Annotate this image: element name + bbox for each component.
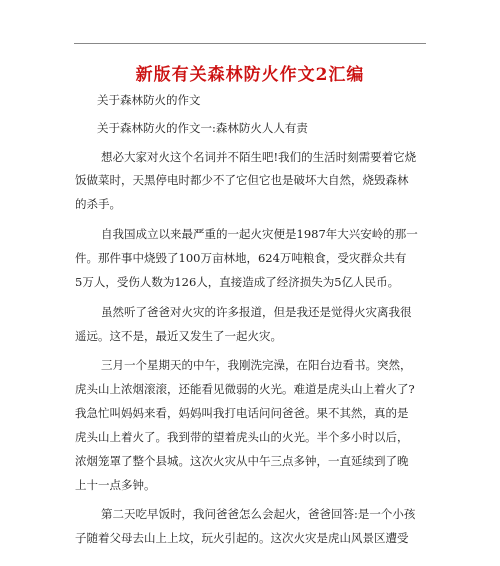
paragraph-line: 的杀手。 [75, 197, 121, 211]
document-title: 新版有关森林防火作文2汇编 [135, 65, 365, 85]
paragraph-line: 自我国成立以来最严重的一起火灾便是1987年大兴安岭的那一 [101, 227, 418, 241]
paragraph-line: 饭做菜时，天黑停电时都少不了它但它也是破坏大自然，烧毁森林 [75, 173, 409, 187]
paragraph-line: 5万人，受伤人数为126人，直接造成了经济损失为5亿人民币。 [75, 275, 400, 289]
header-rule [74, 43, 426, 44]
paragraph-line: 浓烟笼罩了整个县城。这次火灾从中午三点多钟，一直延续到了晚 [75, 454, 409, 468]
document-subtitle: 关于森林防火的作文 [97, 93, 201, 107]
paragraph-line: 虽然听了爸爸对火灾的许多报道，但是我还是觉得火灾离我很 [101, 305, 412, 319]
paragraph-line: 遥远。这不是，最近又发生了一起火灾。 [75, 329, 282, 343]
paragraph-line: 虎头山上浓烟滚滚，还能看见微弱的火光。难道是虎头山上着火了? [75, 382, 415, 396]
paragraph-line: 件。那件事中烧毁了100万亩林地，624万吨粮食，受灾群众共有 [75, 251, 407, 265]
paragraph-line: 虎头山上着火了。我到带的望着虎头山的火光。半个多小时以后， [75, 430, 409, 444]
paragraph-line: 子随着父母去山上上坟，玩火引起的。这次火灾是虎山风景区遭受 [75, 531, 409, 545]
paragraph-line: 我急忙叫妈妈来看，妈妈叫我打电话问问爸爸。果不其然，真的是 [75, 406, 409, 420]
paragraph-line: 想必大家对火这个名词并不陌生吧!我们的生活时刻需要着它烧 [101, 150, 417, 164]
section-heading: 关于森林防火的作文一:森林防火人人有责 [97, 121, 308, 135]
paragraph-line: 三月一个星期天的中午，我刚洗完澡，在阳台边看书。突然， [101, 358, 412, 372]
paragraph-line: 上十一点多钟。 [75, 478, 156, 492]
paragraph-line: 第二天吃早饭时，我问爸爸怎么会起火，爸爸回答:是一个小孩 [101, 507, 416, 521]
